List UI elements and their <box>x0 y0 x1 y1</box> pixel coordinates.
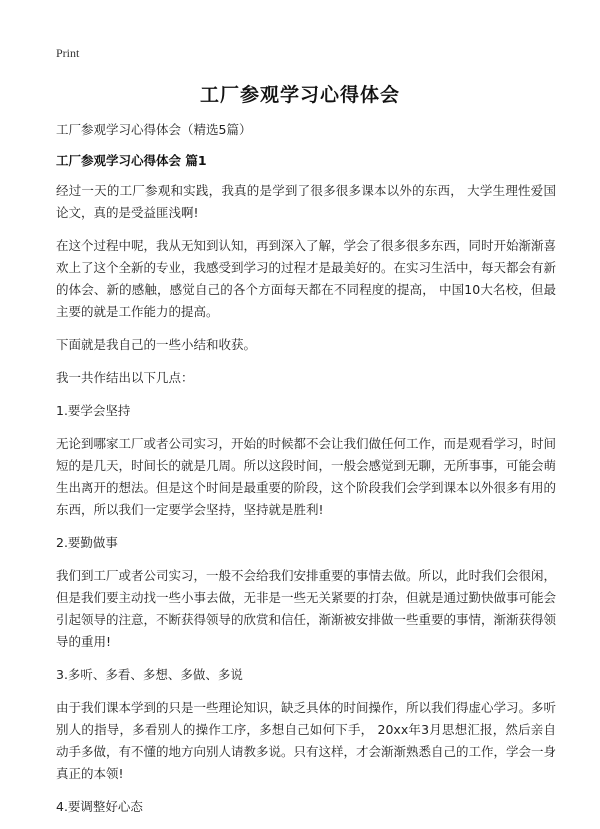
paragraph-diligent: 我们到工厂或者公司实习，一般不会给我们安排重要的事情去做。所以，此时我们会很闲，但是我们要主动找一些小事去做，无非是一些无关紧要的打杂，但就是通过勤快做事可能会引起领导的注意，不断获得领导的欣赏和信任，渐渐被安排做一些重要的事情，渐渐获得领导的重用! <box>56 568 557 649</box>
section-heading: 工厂参观学习心得体会 篇1 <box>56 153 207 168</box>
point-heading-observe: 3.多听、多看、多想、多做、多说 <box>56 667 243 682</box>
paragraph-process: 在这个过程中呢，我从无知到认知，再到深入了解，学会了很多很多东西，同时开始渐渐喜欢上了这个全新的专业，我感受到学习的过程才是最美好的。在实习生活中，每天都会有新的体会、新的感触，感觉自己的各个方面每天都在不同程度的提高， 中国10大名校，但最主要的就是工作能力的提高。 <box>56 238 557 319</box>
point-heading-mindset: 4.要调整好心态 <box>56 799 143 814</box>
document-subtitle: 工厂参观学习心得体会（精选5篇） <box>56 122 252 137</box>
paragraph-intro: 经过一天的工厂参观和实践，我真的是学到了很多很多课本以外的东西， 大学生理性爱国论文，真的是受益匪浅啊! <box>56 183 556 220</box>
print-link[interactable]: Print <box>56 46 80 60</box>
page-title: 工厂参观学习心得体会 <box>199 84 400 106</box>
paragraph-observe: 由于我们课本学到的只是一些理论知识，缺乏具体的时间操作，所以我们得虚心学习。多听别人的指导，多看别人的操作工序，多想自己如何下手， 20xx年3月思想汇报，然后亲自动手多做，有不懂的地方向别人请教多说。只有这样，才会渐渐熟悉自己的工作，学会一身真正的本领! <box>56 700 557 781</box>
paragraph-summary-intro: 下面就是我自己的一些小结和收获。 <box>56 337 257 352</box>
paragraph-points-intro: 我一共作结出以下几点： <box>56 370 194 385</box>
point-heading-persist: 1.要学会坚持 <box>56 403 131 418</box>
point-heading-diligent: 2.要勤做事 <box>56 535 118 550</box>
document-body <box>56 119 556 829</box>
paragraph-persist: 无论到哪家工厂或者公司实习，开始的时候都不会让我们做任何工作，而是观看学习，时间短的是几天，时间长的就是几周。所以这段时间，一般会感觉到无聊，无所事事，可能会萌生出离开的想法。但是这个时间是最重要的阶段，这个阶段我们会学到课本以外很多有用的东西，所以我们一定要学会坚持，坚持就是胜利! <box>56 436 557 517</box>
